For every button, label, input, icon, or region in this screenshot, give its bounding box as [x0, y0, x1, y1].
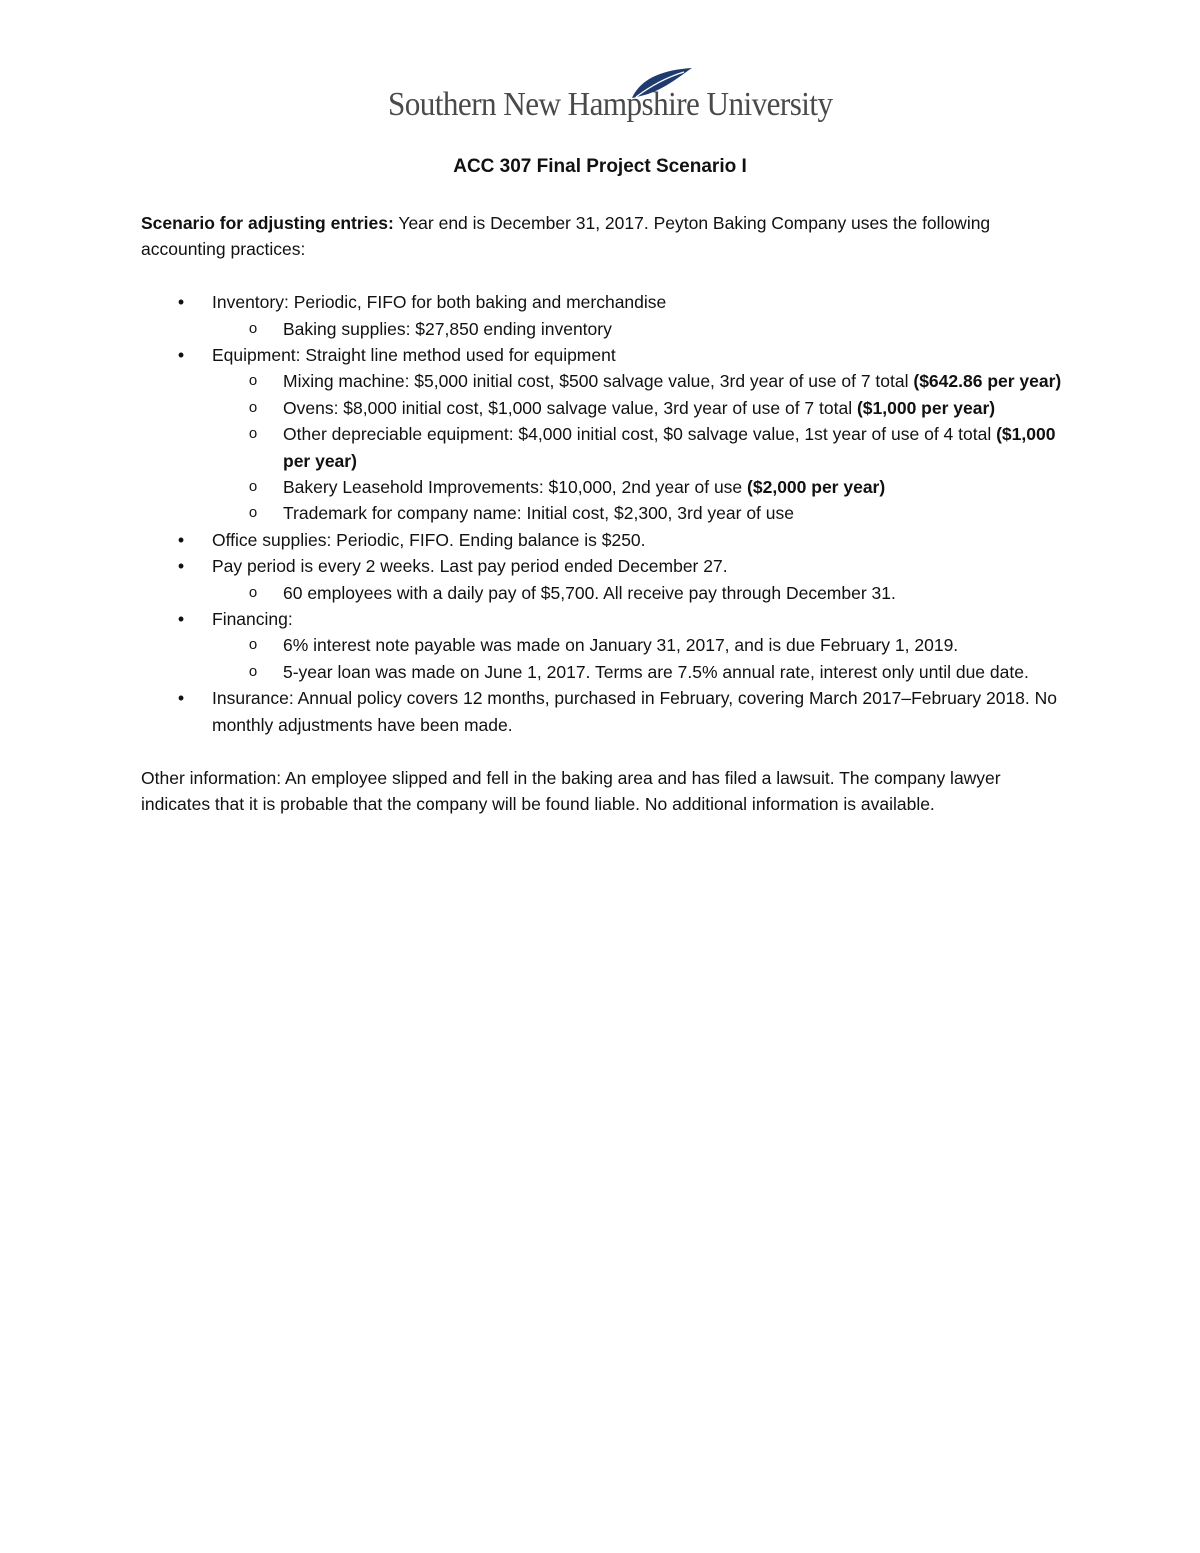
sub-list-item-text: Bakery Leasehold Improvements: $10,000, 2nd year of use	[283, 477, 748, 498]
bullet-icon: •	[177, 292, 185, 313]
sub-list-item	[141, 580, 1071, 606]
sub-list-item-text: 5-year loan was made on June 1, 2017. Terms are 7.5% annual rate, interest only until due date.	[283, 661, 1029, 682]
sub-list-item-bold-amount: ($1,000 per year)	[283, 424, 1056, 471]
sub-list-item	[141, 659, 1071, 685]
bullet-icon: •	[177, 609, 185, 630]
sub-list-item	[141, 500, 1071, 526]
list-item-text: Inventory: Periodic, FIFO for both baking and merchandise	[212, 292, 667, 313]
sub-list-item	[141, 395, 1071, 421]
list-item-text: Pay period is every 2 weeks. Last pay period ended December 27.	[212, 556, 728, 577]
list-item	[141, 289, 1071, 315]
page-title: ACC 307 Final Project Scenario I	[453, 156, 747, 177]
logo-wordmark: Southern New Hampshire University	[388, 86, 833, 123]
sub-list-item-text: Ovens: $8,000 initial cost, $1,000 salvage value, 3rd year of use of 7 total	[283, 397, 857, 418]
intro-text: Year end is December 31, 2017. Peyton Baking Company uses the following accounting practices:	[141, 213, 991, 260]
sub-list-item-text: Baking supplies: $27,850 ending inventory	[283, 318, 612, 339]
sub-list-item	[141, 632, 1071, 658]
bullet-icon: •	[177, 688, 185, 709]
sub-bullet-icon: o	[248, 372, 258, 390]
sub-bullet-icon: o	[248, 504, 258, 522]
spacer	[141, 263, 1071, 289]
list-item	[141, 527, 1071, 553]
sub-bullet-icon: o	[248, 319, 258, 337]
sub-list-item-bold-amount: ($642.86 per year)	[913, 371, 1062, 392]
university-logo	[388, 66, 833, 138]
sub-bullet-icon: o	[248, 425, 258, 443]
document-body	[141, 210, 1071, 817]
list-item	[141, 553, 1071, 579]
list-item	[141, 342, 1071, 368]
list-item	[141, 685, 1071, 738]
sub-list-item	[141, 368, 1071, 394]
bullet-icon: •	[177, 345, 185, 366]
sub-list-item	[141, 421, 1071, 474]
sub-bullet-icon: o	[248, 636, 258, 654]
intro-label: Scenario for adjusting entries:	[141, 213, 394, 233]
sub-list-item-text: Mixing machine: $5,000 initial cost, $500 salvage value, 3rd year of use of 7 total	[283, 371, 914, 392]
list-item-text: Equipment: Straight line method used for equipment	[212, 345, 616, 366]
sub-list-item	[141, 316, 1071, 342]
sub-list-item-text: Trademark for company name: Initial cost, $2,300, 3rd year of use	[283, 503, 794, 524]
list-item-text: Office supplies: Periodic, FIFO. Ending balance is $250.	[212, 529, 646, 550]
sub-bullet-icon: o	[248, 583, 258, 601]
sub-bullet-icon: o	[248, 478, 258, 496]
list-item-text: Insurance: Annual policy covers 12 months, purchased in February, covering March 2017–February 2018. No monthly adjustments have been made.	[212, 688, 1057, 735]
sub-list-item	[141, 474, 1071, 500]
sub-bullet-icon: o	[248, 398, 258, 416]
sub-list-item-text: 6% interest note payable was made on January 31, 2017, and is due February 1, 2019.	[283, 635, 959, 656]
intro-paragraph	[141, 210, 1071, 263]
sub-list-item-text: 60 employees with a daily pay of $5,700. All receive pay through December 31.	[283, 582, 896, 603]
sub-list-item-text: Other depreciable equipment: $4,000 initial cost, $0 salvage value, 1st year of use of 4 total	[283, 424, 997, 445]
sub-list-item-bold-amount: ($1,000 per year)	[856, 397, 996, 418]
list-item-text: Financing:	[212, 609, 293, 630]
sub-bullet-icon: o	[248, 662, 258, 680]
bullet-icon: •	[177, 529, 185, 550]
bullet-icon: •	[177, 556, 185, 577]
spacer	[141, 738, 1071, 764]
practices-list	[141, 289, 1071, 738]
other-information-paragraph: Other information: An employee slipped and fell in the baking area and has filed a lawsuit. The company lawyer indicates that it is probable that the company will be found liable. No additional information is available.	[141, 767, 1001, 814]
list-item	[141, 606, 1071, 632]
sub-list-item-bold-amount: ($2,000 per year)	[747, 477, 886, 498]
